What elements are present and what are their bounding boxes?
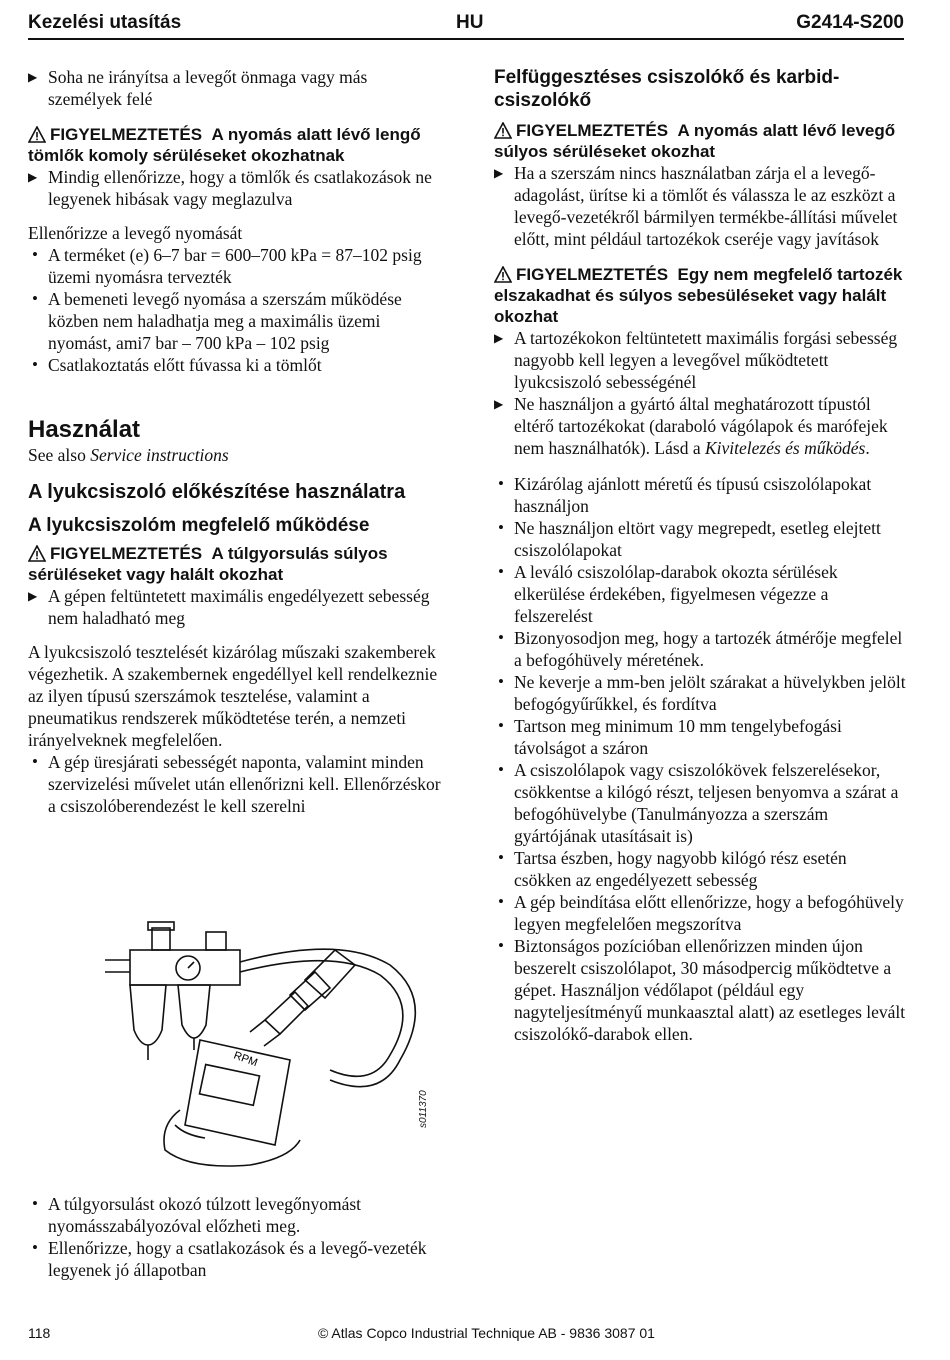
bullet-icon: •: [498, 936, 504, 955]
see-also: See also Service instructions: [28, 445, 229, 465]
copyright: © Atlas Copco Industrial Technique AB - 9836 3087 01: [318, 1325, 655, 1341]
bullet-icon: •: [498, 518, 504, 537]
bullet-icon: •: [32, 1238, 38, 1257]
list-item: • Csatlakoztatás előtt fúvassa ki a tömlőt: [32, 355, 322, 375]
header-language: HU: [456, 12, 484, 33]
bullet-icon: •: [498, 474, 504, 493]
list-item: • Ne keverje a mm-ben jelölt szárakat a hüvelykben jelölt befogógyűrűkkel, és fordítva: [498, 672, 906, 714]
warning-label: FIGYELMEZTETÉS: [50, 125, 203, 144]
right-column: [494, 66, 906, 1045]
list-item: • A gép beindítása előtt ellenőrizze, hogy a befogóhüvely legyen megfelelően megszorítva: [498, 892, 904, 934]
bullet-icon: •: [32, 245, 38, 264]
page-number: 118: [28, 1325, 51, 1341]
list-item: • Kizárólag ajánlott méretű és típusú csiszolólapokat használjon: [498, 474, 872, 516]
rpm-label: RPM: [231, 1049, 260, 1070]
header-model: G2414-S200: [796, 12, 904, 33]
warning-label: FIGYELMEZTETÉS: [50, 544, 203, 563]
warning-block: [494, 264, 906, 327]
arrow-icon: ▶: [494, 331, 504, 345]
bullet-icon: •: [498, 628, 504, 647]
warning-triangle-icon: [28, 126, 46, 143]
instruction-item: ▶ Ha a szerszám nincs használatban zárja el a levegő-adagolást, ürítse ki a tömlőt és válassza le az eszközt a levegő-vezetékről bármilyen termékbe-állítási művelet előtt, mint például tartozékok cseréje vagy javítások: [494, 163, 898, 249]
instruction-item: ▶ A gépen feltüntetett maximális engedélyezett sebesség nem haladható meg: [28, 586, 430, 628]
list-item: • A gép üresjárati sebességét naponta, valamint minden szervizelési művelet után ellenőrizni kell. Ellenőrzéskor a csiszolóberendezést le kell szerelni: [32, 752, 441, 816]
warning-block: [28, 124, 444, 166]
warning-block: [28, 543, 444, 585]
arrow-icon: ▶: [28, 70, 38, 84]
list-item: • A túlgyorsulást okozó túlzott levegőnyomást nyomásszabályozóval előzheti meg.: [32, 1194, 362, 1236]
list-item: • Tartson meg minimum 10 mm tengelybefogási távolságot a száron: [498, 716, 842, 758]
subsubsection-title: A lyukcsiszolóm megfelelő működése: [28, 515, 370, 536]
bullet-icon: •: [498, 716, 504, 735]
service-instructions-link[interactable]: Service instructions: [90, 445, 229, 465]
bullet-icon: •: [498, 848, 504, 867]
arrow-icon: ▶: [494, 397, 504, 411]
bullet-icon: •: [32, 355, 38, 374]
bullet-icon: •: [498, 892, 504, 911]
arrow-icon: ▶: [28, 170, 38, 184]
warning-text: A nyomás alatt lévő lengő tömlők komoly sérüléseket okozhatnak: [28, 125, 421, 165]
testing-paragraph: A lyukcsiszoló tesztelését kizárólag műszaki szakemberek végezhetik. A szakembernek engedéllyel kell rendelkeznie az ilyen típusú szerszámok tesztelése, valamint a pneumatikus rendszerek működtetése terén, a nemzeti irányelveknek megfelelően.: [28, 642, 438, 750]
operation-link[interactable]: Kivitelezés és működés: [704, 438, 866, 458]
arrow-icon: ▶: [28, 589, 38, 603]
right-section-title: Felfüggesztéses csiszolókő és karbid-csiszolókő: [494, 67, 840, 111]
header-title: Kezelési utasítás: [28, 12, 182, 33]
page-header: [28, 10, 904, 40]
bullet-icon: •: [32, 1194, 38, 1213]
right-bullet-list: [494, 473, 906, 1045]
warning-label: FIGYELMEZTETÉS: [516, 121, 669, 140]
subsection-title: A lyukcsiszoló előkészítése használatra: [28, 481, 406, 503]
arrow-icon: ▶: [494, 166, 504, 180]
warning-triangle-icon: [494, 266, 512, 283]
instruction-item: ▶ Soha ne irányítsa a levegőt önmaga vagy más személyek felé: [28, 67, 368, 109]
warning-block: [494, 120, 906, 162]
rpm-test-illustration: [90, 910, 440, 1170]
bullet-icon: •: [32, 289, 38, 308]
list-item: • A terméket (e) 6–7 bar = 600–700 kPa = 87–102 psig üzemi nyomásra tervezték: [32, 245, 422, 287]
instruction-item: ▶ A tartozékokon feltüntetett maximális forgási sebesség nagyobb kell legyen a levegővel működtetett lyukcsiszoló sebességénél: [494, 328, 898, 392]
check-pressure-title: Ellenőrizze a levegő nyomását: [28, 223, 243, 243]
bullet-icon: •: [32, 752, 38, 771]
bullet-icon: •: [498, 562, 504, 581]
warning-text: A nyomás alatt lévő levegő súlyos sérüléseket okozhat: [494, 121, 896, 161]
list-item: • A leváló csiszolólap-darabok okozta sérülések elkerülése érdekében, figyelmesen végezze a felszerelést: [498, 562, 838, 626]
bullet-icon: •: [498, 760, 504, 779]
list-item: • Bizonyosodjon meg, hogy a tartozék átmérője megfelel a befogóhüvely méretének.: [498, 628, 903, 670]
instruction-item: ▶ Mindig ellenőrizze, hogy a tömlők és csatlakozások ne legyenek hibásak vagy meglazulva: [28, 167, 432, 209]
list-item: • A csiszolólapok vagy csiszolókövek felszerelésekor, csökkentse a kilógó részt, teljesen benyomva a szárat a befogóhüvelybe (Tanulmányozza a szerszám gyártójának utasításait is): [498, 760, 899, 846]
figure-code: s011370: [418, 1090, 429, 1128]
warning-label: FIGYELMEZTETÉS: [516, 265, 669, 284]
warning-text: Egy nem megfelelő tartozék elszakadhat és súlyos sebesüléseket vagy halált okozhat: [494, 265, 903, 326]
instruction-item: ▶ Ne használjon a gyártó által meghatározott típustól eltérő tartozékokat (daraboló vágólapok és marófejek nem használhatók). Lásd a Kivitelezés és működés.: [494, 394, 888, 458]
bullet-icon: •: [498, 672, 504, 691]
left-bottom-list: [28, 1193, 444, 1281]
list-item: • Biztonságos pozícióban ellenőrizzen minden újon beszerelt csiszolólapot, 30 másodpercig működtetve a gépet. Használjon védőlapot (például egy nagyteljesítményű munkaasztal alatt) az esetleges levált csiszolókő-darabok ellen.: [498, 936, 906, 1044]
list-item: • A bemeneti levegő nyomása a szerszám működése közben nem haladhatja meg a maximális üzemi nyomást, ami7 bar – 700 kPa – 102 psig: [32, 289, 402, 353]
list-item: • Ellenőrizze, hogy a csatlakozások és a levegő-vezeték legyenek jó állapotban: [32, 1238, 427, 1280]
list-item: • Tartsa észben, hogy nagyobb kilógó rész esetén csökken az engedélyezett sebesség: [498, 848, 847, 890]
left-column: [28, 66, 444, 817]
warning-triangle-icon: [28, 545, 46, 562]
warning-triangle-icon: [494, 122, 512, 139]
section-title: Használat: [28, 416, 141, 443]
warning-text: A túlgyorsulás súlyos sérüléseket vagy halált okozhat: [28, 544, 388, 584]
list-item: • Ne használjon eltört vagy megrepedt, esetleg elejtett csiszolólapokat: [498, 518, 881, 560]
